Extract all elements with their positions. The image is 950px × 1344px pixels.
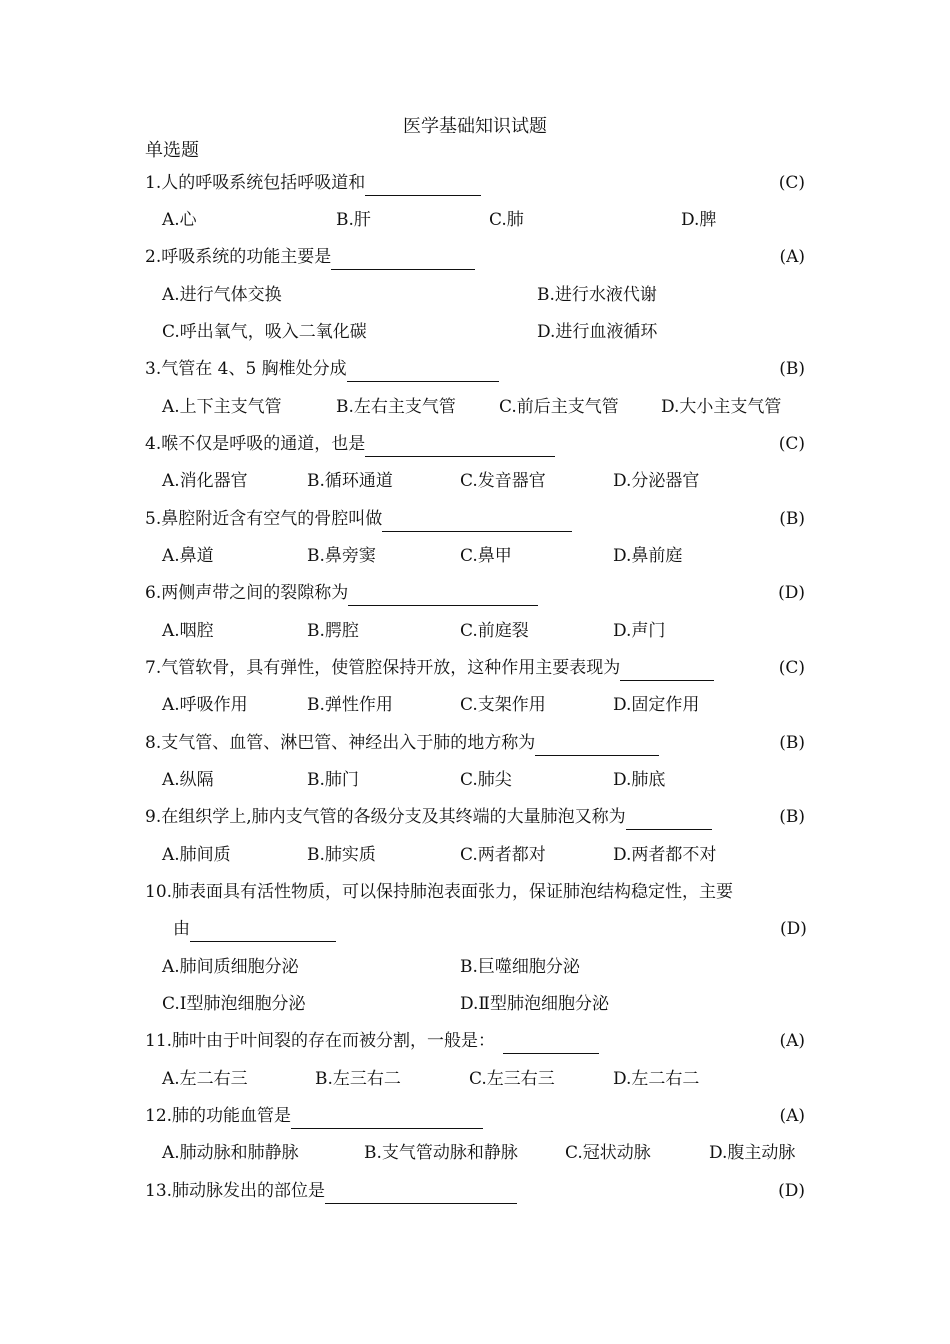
option-b: B.肺门 — [307, 770, 359, 790]
option-c: C.鼻甲 — [460, 546, 512, 566]
answer-blank — [190, 921, 336, 942]
question-10-continuation — [173, 916, 336, 942]
option-d: D.大小主支气管 — [661, 397, 782, 417]
option-a: A.肺间质细胞分泌 — [162, 957, 299, 977]
question-2 — [145, 244, 805, 270]
option-c: C.肺 — [489, 210, 524, 230]
answer-key: (B) — [779, 359, 805, 379]
question-stem: 2.呼吸系统的功能主要是 — [145, 247, 332, 267]
answer-blank — [291, 1108, 483, 1129]
option-c: C.Ⅰ型肺泡细胞分泌 — [162, 994, 306, 1014]
option-d: D.Ⅱ型肺泡细胞分泌 — [460, 994, 609, 1014]
question-1 — [145, 170, 805, 196]
option-c: C.冠状动脉 — [565, 1143, 651, 1163]
answer-key: (C) — [778, 434, 805, 454]
answer-key: (D) — [780, 919, 807, 939]
option-c: C.两者都对 — [460, 845, 546, 865]
answer-blank — [382, 511, 572, 532]
question-stem: 12.肺的功能血管是 — [145, 1106, 292, 1126]
option-d: D.左二右二 — [613, 1069, 700, 1089]
option-b: B.肝 — [336, 210, 371, 230]
option-b: B.支气管动脉和静脉 — [364, 1143, 518, 1163]
question-stem: 8.支气管、血管、淋巴管、神经出入于肺的地方称为 — [145, 733, 536, 753]
answer-key: (D) — [778, 583, 805, 603]
answer-blank — [365, 175, 481, 196]
answer-blank — [535, 735, 659, 756]
option-a: A.消化器官 — [162, 471, 248, 491]
option-d: D.分泌器官 — [613, 471, 700, 491]
option-b: B.进行水液代谢 — [537, 285, 657, 305]
option-b: B.左三右二 — [315, 1069, 401, 1089]
option-d: D.肺底 — [613, 770, 666, 790]
question-stem: 10.肺表面具有活性物质，可以保持肺泡表面张力，保证肺泡结构稳定性，主要 — [145, 882, 734, 902]
option-d: D.脾 — [681, 210, 717, 230]
option-c: C.肺尖 — [460, 770, 512, 790]
question-stem: 5.鼻腔附近含有空气的骨腔叫做 — [145, 509, 383, 529]
option-d: D.声门 — [613, 621, 666, 641]
option-a: A.进行气体交换 — [162, 285, 282, 305]
option-c: C.前庭裂 — [460, 621, 529, 641]
question-8 — [145, 730, 805, 756]
question-3 — [145, 356, 805, 382]
option-a: A.鼻道 — [162, 546, 214, 566]
option-d: D.两者都不对 — [613, 845, 717, 865]
page-title: 医学基础知识试题 — [403, 116, 547, 137]
option-b: B.循环通道 — [307, 471, 393, 491]
question-stem: 6.两侧声带之间的裂隙称为 — [145, 583, 349, 603]
option-b: B.左右主支气管 — [336, 397, 456, 417]
option-b: B.巨噬细胞分泌 — [460, 957, 580, 977]
option-a: A.咽腔 — [162, 621, 214, 641]
answer-key: (A) — [779, 1031, 805, 1051]
option-d: D.鼻前庭 — [613, 546, 683, 566]
answer-key: (C) — [778, 173, 805, 193]
option-c: C.前后主支气管 — [499, 397, 619, 417]
option-d: D.进行血液循环 — [537, 322, 658, 342]
option-c: C.左三右三 — [469, 1069, 555, 1089]
option-a: A.心 — [162, 210, 197, 230]
answer-key: (B) — [779, 509, 805, 529]
question-5 — [145, 506, 805, 532]
option-a: A.上下主支气管 — [162, 397, 282, 417]
option-c: C.呼出氧气，吸入二氧化碳 — [162, 322, 367, 342]
section-heading: 单选题 — [145, 140, 199, 161]
question-stem: 1.人的呼吸系统包括呼吸道和 — [145, 173, 366, 193]
option-d: D.固定作用 — [613, 695, 700, 715]
answer-blank — [347, 361, 499, 382]
answer-blank — [325, 1183, 517, 1204]
answer-blank — [348, 585, 538, 606]
question-7 — [145, 655, 805, 681]
question-10 — [145, 879, 805, 905]
question-stem: 4.喉不仅是呼吸的通道，也是 — [145, 434, 366, 454]
option-a: A.纵隔 — [162, 770, 214, 790]
question-12 — [145, 1103, 805, 1129]
question-6 — [145, 580, 805, 606]
question-13 — [145, 1178, 805, 1204]
answer-key: (B) — [779, 807, 805, 827]
answer-blank — [331, 249, 475, 270]
answer-key: (C) — [778, 658, 805, 678]
question-stem: 7.气管软骨，具有弹性，使管腔保持开放，这种作用主要表现为 — [145, 658, 621, 678]
question-stem-continued: 由 — [173, 919, 190, 939]
question-9 — [145, 804, 805, 830]
question-stem: 13.肺动脉发出的部位是 — [145, 1181, 326, 1201]
question-11 — [145, 1028, 805, 1054]
option-a: A.呼吸作用 — [162, 695, 248, 715]
option-b: B.鼻旁窦 — [307, 546, 376, 566]
answer-blank — [620, 660, 714, 681]
question-stem: 3.气管在 4、5 胸椎处分成 — [145, 359, 347, 379]
question-stem: 11.肺叶由于叶间裂的存在而被分割，一般是： — [145, 1031, 496, 1051]
option-a: A.肺间质 — [162, 845, 231, 865]
answer-key: (D) — [778, 1181, 805, 1201]
option-c: C.发音器官 — [460, 471, 546, 491]
answer-blank — [626, 809, 712, 830]
question-4 — [145, 431, 805, 457]
option-a: A.肺动脉和肺静脉 — [162, 1143, 299, 1163]
answer-blank — [503, 1033, 599, 1054]
option-b: B.腭腔 — [307, 621, 359, 641]
option-b: B.弹性作用 — [307, 695, 393, 715]
option-b: B.肺实质 — [307, 845, 376, 865]
answer-key: (A) — [779, 247, 805, 267]
answer-key: (B) — [779, 733, 805, 753]
answer-key: (A) — [779, 1106, 805, 1126]
answer-blank — [365, 436, 555, 457]
option-a: A.左二右三 — [162, 1069, 248, 1089]
option-d: D.腹主动脉 — [709, 1143, 796, 1163]
option-c: C.支架作用 — [460, 695, 546, 715]
question-stem: 9.在组织学上,肺内支气管的各级分支及其终端的大量肺泡又称为 — [145, 807, 626, 827]
